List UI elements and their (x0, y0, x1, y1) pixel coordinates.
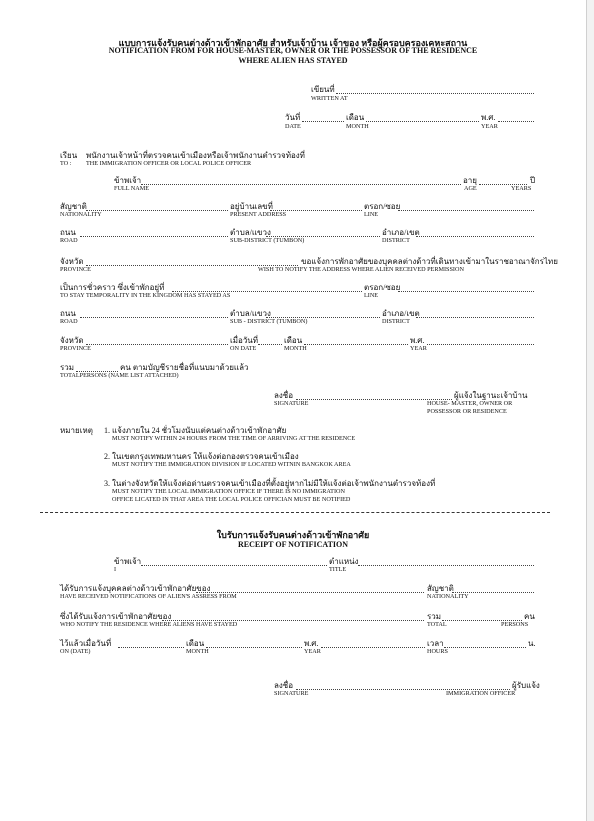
receipt-title-field[interactable] (358, 565, 534, 566)
address-label-en: PRESENT ADDRESS (230, 211, 287, 218)
district2-label-en: DISTRICT (382, 318, 410, 325)
to-value-en: THE IMMIGRATION OFFICER OR LOCAL POLICE OFFICER (86, 160, 252, 167)
lane2-field[interactable] (398, 291, 534, 292)
month2-field[interactable] (304, 344, 408, 345)
year2-label-th: พ.ศ. (410, 336, 425, 345)
receipt-officer-th: ผู้รับแจ้ง (512, 681, 540, 690)
month-field[interactable] (366, 121, 479, 122)
on-date-label-th: เมื่อวันที่ (230, 336, 259, 345)
receipt-minute-th: น. (528, 639, 536, 648)
receipt-officer-en: IMMIGRATION OFFICER (446, 690, 516, 697)
date-field[interactable] (302, 121, 344, 122)
province2-label-th: จังหวัด (60, 336, 84, 345)
remarks-label: หมายเหตุ (60, 426, 93, 435)
receipt-month-en: MONTH (186, 648, 209, 655)
full-name-label-en: FULL NAME (114, 185, 150, 192)
district-label-th: อำเภอ/เขต (382, 228, 420, 237)
receipt-sign-en: SIGNATURE (274, 690, 309, 697)
role-label-en-1: HOUSE- MASTER, OWNER OR (427, 400, 513, 407)
month-label-th: เดือน (346, 113, 365, 122)
district-field[interactable] (416, 236, 534, 237)
district-label-en: DISTRICT (382, 237, 410, 244)
subdistrict2-label-th: ตำบล/แขวง (230, 309, 271, 318)
form-title-english: NOTIFICATION FROM FOR HOUSE-MASTER, OWNER OR THE POSSESSOR OF THE RESIDENCE (108, 46, 478, 55)
receipt-persons-th: คน (524, 612, 535, 621)
receipt-time-field[interactable] (444, 647, 526, 648)
written-at-field[interactable] (336, 93, 534, 94)
year-label-th: พ.ศ. (481, 113, 496, 122)
receipt-nationality-th: สัญชาติ (427, 584, 454, 593)
age-label-en: AGE (464, 185, 477, 192)
receipt-title-th: ใบรับการแจ้งรับคนต่างด้าวเข้าพักอาศัย (216, 530, 370, 540)
remark-2-th: 2. ในเขตกรุงเทพมหานคร ให้แจ้งต่อกองตรวจคนเข้าเมือง (104, 452, 299, 461)
province2-label-en: PROVINCE (60, 345, 91, 352)
district2-label-th: อำเภอ/เขต (382, 309, 420, 318)
road-label-th: ถนน (60, 228, 76, 237)
to-label-th: เรียน (60, 151, 78, 160)
receipt-title-en: RECEIPT OF NOTIFICATION (237, 540, 349, 549)
year-field[interactable] (498, 121, 534, 122)
road2-label-th: ถนน (60, 309, 76, 318)
receipt-on-date-en: ON (DATE) (60, 648, 91, 655)
to-label-en: TO : (60, 160, 72, 167)
written-at-label-th: เขียนที่ (311, 85, 335, 94)
date-label-th: วันที่ (285, 113, 301, 122)
month-label-en: MONTH (346, 123, 369, 130)
cut-line (40, 512, 550, 513)
nationality-label-en: NATIONALITY (60, 211, 102, 218)
received-label-th: ได้รับการแจ้งบุคคลต่างด้าวเข้าพักอาศัยของ (60, 584, 211, 593)
subdistrict-label-en: SUB-DISTRICT (TUMBON) (230, 237, 305, 244)
remark-3-en-line2: OFFICE LICATED IN THAT AREA THE LOCAL POLICE OFFICIAN MUST BE NOTIFIED (112, 496, 351, 503)
receipt-date-field[interactable] (118, 647, 184, 648)
road2-label-en: ROAD (60, 318, 78, 325)
on-date-label-en: ON DATE (230, 345, 257, 352)
age-unit-en: YEARS (511, 185, 532, 192)
role-label-th: ผู้แจ้งในฐานะเจ้าบ้าน (454, 391, 528, 400)
year2-label-en: YEAR (410, 345, 427, 352)
province-label-en: PROVINCE (60, 266, 91, 273)
road-field[interactable] (80, 236, 228, 237)
date-label-en: DATE (285, 123, 301, 130)
form-title-english-line2: WHERE ALIEN HAS STAYED (238, 56, 348, 65)
full-name-label-th: ข้าพเจ้า (114, 176, 142, 185)
age-unit-th: ปี (530, 176, 536, 185)
remark-1-th: 1. แจ้งภายใน 24 ชั่วโมงนับแต่คนต่างด้าวเข้าพักอาศัย (104, 426, 287, 435)
signature-label-en: SIGNATURE (274, 400, 309, 407)
year-label-en: YEAR (481, 123, 498, 130)
receipt-nationality-en: NATIONALITY (427, 593, 469, 600)
on-date-field[interactable] (258, 344, 282, 345)
address-label-th: อยู่บ้านเลขที่ (230, 202, 273, 211)
total-names-th: คน ตามบัญชีรายชื่อที่แนบมาด้วยแล้ว (120, 363, 249, 372)
received-label-en: HAVE RECEIVED NOTIFICATIONS OF ALIEN'S ASSRESS FROM (60, 593, 237, 600)
year2-field[interactable] (427, 344, 534, 345)
stay-label-th: เป็นการชั่วคราว ซึ่งเข้าพักอยู่ที่ (60, 283, 165, 292)
receipt-name-field[interactable] (141, 565, 327, 566)
remark-3-en: MUST NOTIFY THE LOCAL IMMIGRATION OFFICE IF THERE IS NO IMMIGRATION (112, 488, 345, 495)
remark-2-en: MUST NOTIFY THE IMMIGRATION DIVISION IF LOCATED WITNIN BANGKOK AREA (112, 461, 351, 468)
receipt-time-th: เวลา (427, 639, 444, 648)
road2-field[interactable] (80, 317, 228, 318)
province2-field[interactable] (86, 344, 228, 345)
form-title-thai: แบบการแจ้งรับคนต่างด้าวเข้าพักอาศัย สำหรับเจ้าบ้าน เจ้าของ หรือผู้ครอบครองเคหะสถาน (118, 38, 468, 48)
page-edge (586, 0, 594, 821)
role-label-en-2: POSSESSOR OR RESIDENCE (427, 408, 507, 415)
who-label-en: WHO NOTIFY THE RESIDENCE WHERE ALIENS HAVE STAYED (60, 621, 238, 628)
receipt-i-label-th: ข้าพเจ้า (114, 557, 142, 566)
notify-text-en: WISH TO NOTIFY THE ADDRESS WHERE ALIEN RECEIVED PERMISSION (258, 266, 464, 273)
to-value-th: พนักงานเจ้าหน้าที่ตรวจคนเข้าเมืองหรือเจ้าพนักงานตำรวจท้องที่ (86, 151, 305, 160)
subdistrict-label-th: ตำบล/แขวง (230, 228, 271, 237)
receipt-year-en: YEAR (304, 648, 321, 655)
nationality-label-th: สัญชาติ (60, 202, 87, 211)
age-label-th: อายุ (463, 176, 477, 185)
receipt-persons-en: PERSONS (501, 621, 529, 628)
road-label-en: ROAD (60, 237, 78, 244)
signature-label-th: ลงชื่อ (274, 391, 294, 400)
written-at-label-en: WRITTEN AT (311, 95, 348, 102)
notify-text-th: ขอแจ้งการพักอาศัยของบุคคลต่างด้าวที่เดินทางเข้ามาในราชอาณาจักรไทย (301, 257, 558, 266)
receipt-year-th: พ.ศ. (304, 639, 319, 648)
month2-label-en: MONTH (284, 345, 307, 352)
who-label-th: ซึ่งได้รับแจ้งการเข้าพักอาศัยของ (60, 612, 172, 621)
lane-label-en: LINE (364, 211, 379, 218)
remark-1-en: MUST NOTIFY WITHIN 24 HOURS FROM THE TIME OF ARRIVING AT THE RESIDENCE (112, 435, 356, 442)
receipt-title-field-en: TITLE (329, 566, 347, 573)
remark-3-th: 3. ในต่างจังหวัดให้แจ้งต่อด่านตรวจคนเข้าเมืองที่ตั้งอยู่หากไม่มีให้แจ้งต่อเจ้าพนักงานตำรวจท้องที่ (104, 479, 436, 488)
receipt-month-field[interactable] (206, 647, 302, 648)
stay-label-en: TO STAY TEMPORALITY IN THE KINGDOM HAS STAYED AS (60, 292, 231, 299)
full-name-field[interactable] (141, 184, 461, 185)
receipt-month-th: เดือน (186, 639, 205, 648)
lane2-label-th: ตรอก/ซอย (364, 283, 401, 292)
receipt-total-en: TOTAL (427, 621, 447, 628)
lane-field[interactable] (398, 210, 534, 211)
receipt-time-en: HOURS (427, 648, 448, 655)
province-label-th: จังหวัด (60, 257, 84, 266)
month2-label-th: เดือน (284, 336, 303, 345)
receipt-total-th: รวม (427, 612, 442, 621)
total-label-en: TOTALPERSONS (NAME LIST ATTACHED) (60, 372, 179, 379)
receipt-year-field[interactable] (321, 647, 425, 648)
nationality-field[interactable] (86, 210, 228, 211)
district2-field[interactable] (416, 317, 534, 318)
receipt-title-field-th: ตำแหน่ง (329, 557, 359, 566)
receipt-i-label-en: I (114, 566, 117, 573)
receipt-on-date-th: ไว้แล้วเมื่อวันที่ (60, 639, 112, 648)
lane2-label-en: LINE (364, 292, 379, 299)
lane-label-th: ตรอก/ซอย (364, 202, 401, 211)
subdistrict2-label-en: SUB - DISTRICT (TUMBON) (230, 318, 308, 325)
receipt-sign-th: ลงชื่อ (274, 681, 294, 690)
total-label-th: รวม (60, 363, 75, 372)
